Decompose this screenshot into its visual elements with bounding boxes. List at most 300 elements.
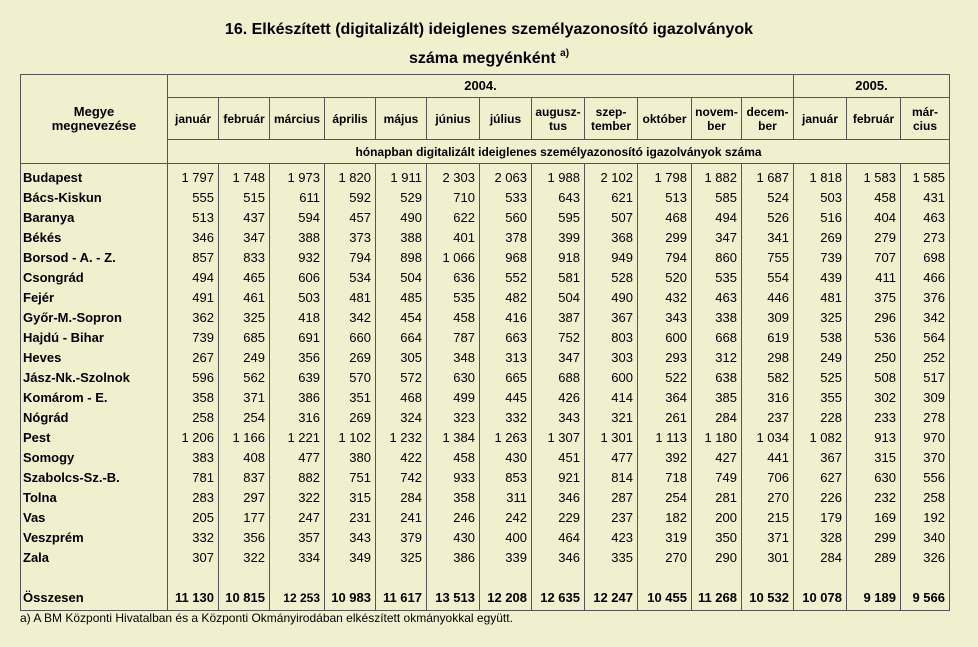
value-cell: 232 <box>847 488 901 508</box>
spacer-cell <box>638 568 692 586</box>
spacer-cell <box>427 568 480 586</box>
value-cell: 1 180 <box>692 428 742 448</box>
value-cell: 515 <box>219 188 270 208</box>
value-cell: 794 <box>638 248 692 268</box>
value-cell: 494 <box>692 208 742 228</box>
value-cell: 857 <box>168 248 219 268</box>
value-cell: 11 268 <box>692 586 742 611</box>
value-cell: 685 <box>219 328 270 348</box>
spacer-cell <box>480 568 532 586</box>
value-cell: 386 <box>427 548 480 568</box>
month-header <box>270 98 325 140</box>
title-line-2-text: száma megyénként <box>408 50 556 67</box>
month-header <box>794 98 847 140</box>
value-cell: 465 <box>219 268 270 288</box>
data-table <box>20 74 950 611</box>
county-name: Hajdú - Bihar <box>21 328 168 348</box>
title-line-2 <box>0 42 978 71</box>
table-row <box>21 328 950 348</box>
value-cell: 710 <box>427 188 480 208</box>
value-cell: 454 <box>376 308 427 328</box>
value-cell: 343 <box>532 408 585 428</box>
value-cell: 432 <box>638 288 692 308</box>
value-cell: 270 <box>638 548 692 568</box>
value-cell: 739 <box>168 328 219 348</box>
month-header-line: szep- <box>595 104 627 119</box>
value-cell: 1 206 <box>168 428 219 448</box>
value-cell: 1 102 <box>325 428 376 448</box>
value-cell: 643 <box>532 188 585 208</box>
value-cell: 328 <box>794 528 847 548</box>
county-name: Csongrád <box>21 268 168 288</box>
spacer-cell <box>794 568 847 586</box>
value-cell: 305 <box>376 348 427 368</box>
value-cell: 742 <box>376 468 427 488</box>
month-header-line: ber <box>707 118 726 133</box>
table-row <box>21 428 950 448</box>
value-cell: 387 <box>532 308 585 328</box>
month-header-line: október <box>642 111 687 126</box>
value-cell: 504 <box>376 268 427 288</box>
value-cell: 592 <box>325 188 376 208</box>
value-cell: 595 <box>532 208 585 228</box>
value-cell: 247 <box>270 508 325 528</box>
value-cell: 691 <box>270 328 325 348</box>
value-cell: 636 <box>427 268 480 288</box>
table-row <box>21 368 950 388</box>
value-cell: 192 <box>901 508 950 528</box>
value-cell: 414 <box>585 388 638 408</box>
value-cell: 932 <box>270 248 325 268</box>
value-cell: 516 <box>794 208 847 228</box>
table-row <box>21 548 950 568</box>
value-cell: 346 <box>532 488 585 508</box>
value-cell: 367 <box>794 448 847 468</box>
value-cell: 525 <box>794 368 847 388</box>
value-cell: 309 <box>742 308 794 328</box>
value-cell: 1 585 <box>901 164 950 189</box>
value-cell: 246 <box>427 508 480 528</box>
total-row <box>21 586 950 611</box>
value-cell: 503 <box>270 288 325 308</box>
county-name: Jász-Nk.-Szolnok <box>21 368 168 388</box>
value-cell: 347 <box>692 228 742 248</box>
value-cell: 535 <box>692 268 742 288</box>
value-cell: 356 <box>219 528 270 548</box>
value-cell: 427 <box>692 448 742 468</box>
value-cell: 464 <box>532 528 585 548</box>
value-cell: 258 <box>168 408 219 428</box>
value-cell: 332 <box>480 408 532 428</box>
value-cell: 520 <box>638 268 692 288</box>
value-cell: 499 <box>427 388 480 408</box>
month-header-line: novem- <box>695 104 738 119</box>
value-cell: 468 <box>376 388 427 408</box>
value-cell: 267 <box>168 348 219 368</box>
value-cell: 250 <box>847 348 901 368</box>
value-cell: 600 <box>638 328 692 348</box>
month-header-line: június <box>435 111 471 126</box>
value-cell: 933 <box>427 468 480 488</box>
value-cell: 200 <box>692 508 742 528</box>
value-cell: 11 617 <box>376 586 427 611</box>
value-cell: 534 <box>325 268 376 288</box>
value-cell: 582 <box>742 368 794 388</box>
value-cell: 1 820 <box>325 164 376 189</box>
value-cell: 853 <box>480 468 532 488</box>
value-cell: 513 <box>168 208 219 228</box>
county-name: Komárom - E. <box>21 388 168 408</box>
value-cell: 322 <box>270 488 325 508</box>
value-cell: 358 <box>427 488 480 508</box>
spacer-cell <box>219 568 270 586</box>
value-cell: 794 <box>325 248 376 268</box>
value-cell: 10 532 <box>742 586 794 611</box>
value-cell: 466 <box>901 268 950 288</box>
value-cell: 468 <box>638 208 692 228</box>
table-row <box>21 468 950 488</box>
value-cell: 10 455 <box>638 586 692 611</box>
value-cell: 522 <box>638 368 692 388</box>
spacer-cell <box>376 568 427 586</box>
value-cell: 585 <box>692 188 742 208</box>
value-cell: 535 <box>427 288 480 308</box>
value-cell: 375 <box>847 288 901 308</box>
value-cell: 347 <box>532 348 585 368</box>
value-cell: 507 <box>585 208 638 228</box>
title-footnote-marker: a) <box>560 48 570 59</box>
value-cell: 303 <box>585 348 638 368</box>
value-cell: 1 082 <box>794 428 847 448</box>
value-cell: 1 911 <box>376 164 427 189</box>
value-cell: 326 <box>901 548 950 568</box>
value-cell: 422 <box>376 448 427 468</box>
value-cell: 325 <box>376 548 427 568</box>
county-name: Budapest <box>21 164 168 189</box>
value-cell: 664 <box>376 328 427 348</box>
value-cell: 284 <box>692 408 742 428</box>
footnote: a) A BM Központi Hivatalban és a Központi Okmányirodában elkészített okmányokkal együtt. <box>20 611 513 625</box>
value-cell: 242 <box>480 508 532 528</box>
month-header <box>325 98 376 140</box>
month-header <box>532 98 585 140</box>
value-cell: 334 <box>270 548 325 568</box>
value-cell: 316 <box>270 408 325 428</box>
value-cell: 581 <box>532 268 585 288</box>
value-cell: 177 <box>219 508 270 528</box>
spacer-cell <box>742 568 794 586</box>
table-row <box>21 388 950 408</box>
value-cell: 441 <box>742 448 794 468</box>
month-header-line: április <box>332 111 368 126</box>
value-cell: 231 <box>325 508 376 528</box>
value-cell: 1 687 <box>742 164 794 189</box>
value-cell: 343 <box>325 528 376 548</box>
value-cell: 913 <box>847 428 901 448</box>
value-cell: 12 635 <box>532 586 585 611</box>
month-header-line: február <box>223 111 265 126</box>
table-row <box>21 508 950 528</box>
value-cell: 481 <box>794 288 847 308</box>
value-cell: 668 <box>692 328 742 348</box>
value-cell: 283 <box>168 488 219 508</box>
value-cell: 918 <box>532 248 585 268</box>
value-cell: 313 <box>480 348 532 368</box>
value-cell: 536 <box>847 328 901 348</box>
value-cell: 10 983 <box>325 586 376 611</box>
value-cell: 882 <box>270 468 325 488</box>
spacer-cell <box>270 568 325 586</box>
value-cell: 1 798 <box>638 164 692 189</box>
value-cell: 630 <box>427 368 480 388</box>
value-cell: 426 <box>532 388 585 408</box>
value-cell: 477 <box>585 448 638 468</box>
county-name: Heves <box>21 348 168 368</box>
value-cell: 781 <box>168 468 219 488</box>
table-title <box>0 18 978 71</box>
value-cell: 9 189 <box>847 586 901 611</box>
value-cell: 386 <box>270 388 325 408</box>
value-cell: 555 <box>168 188 219 208</box>
month-header <box>219 98 270 140</box>
county-name: Borsod - A. - Z. <box>21 248 168 268</box>
month-header-line: február <box>852 111 895 126</box>
value-cell: 12 247 <box>585 586 638 611</box>
value-cell: 554 <box>742 268 794 288</box>
table-row <box>21 228 950 248</box>
value-cell: 249 <box>219 348 270 368</box>
table-row <box>21 528 950 548</box>
value-cell: 287 <box>585 488 638 508</box>
value-cell: 388 <box>376 228 427 248</box>
value-cell: 293 <box>638 348 692 368</box>
value-cell: 215 <box>742 508 794 528</box>
value-cell: 1 034 <box>742 428 794 448</box>
value-cell: 1 882 <box>692 164 742 189</box>
value-cell: 706 <box>742 468 794 488</box>
value-cell: 342 <box>325 308 376 328</box>
table-row <box>21 208 950 228</box>
value-cell: 273 <box>901 228 950 248</box>
county-name: Tolna <box>21 488 168 508</box>
value-cell: 451 <box>532 448 585 468</box>
value-cell: 594 <box>270 208 325 228</box>
month-header <box>638 98 692 140</box>
county-name: Szabolcs-Sz.-B. <box>21 468 168 488</box>
value-cell: 371 <box>742 528 794 548</box>
value-cell: 490 <box>376 208 427 228</box>
value-cell: 338 <box>692 308 742 328</box>
spacer-cell <box>21 568 168 586</box>
value-cell: 388 <box>270 228 325 248</box>
value-cell: 319 <box>638 528 692 548</box>
year-header-2005: 2005. <box>794 75 950 98</box>
value-cell: 316 <box>742 388 794 408</box>
value-cell: 752 <box>532 328 585 348</box>
value-cell: 517 <box>901 368 950 388</box>
value-cell: 228 <box>794 408 847 428</box>
value-cell: 2 102 <box>585 164 638 189</box>
value-cell: 341 <box>742 228 794 248</box>
value-cell: 627 <box>794 468 847 488</box>
table-row <box>21 248 950 268</box>
value-cell: 205 <box>168 508 219 528</box>
value-cell: 332 <box>168 528 219 548</box>
value-cell: 233 <box>847 408 901 428</box>
value-cell: 481 <box>325 288 376 308</box>
month-header <box>742 98 794 140</box>
value-cell: 13 513 <box>427 586 480 611</box>
value-cell: 179 <box>794 508 847 528</box>
value-cell: 437 <box>219 208 270 228</box>
value-cell: 494 <box>168 268 219 288</box>
value-cell: 346 <box>168 228 219 248</box>
value-cell: 564 <box>901 328 950 348</box>
value-cell: 430 <box>480 448 532 468</box>
value-cell: 284 <box>794 548 847 568</box>
value-cell: 269 <box>794 228 847 248</box>
value-cell: 290 <box>692 548 742 568</box>
table-row <box>21 488 950 508</box>
value-cell: 490 <box>585 288 638 308</box>
value-cell: 312 <box>692 348 742 368</box>
value-cell: 1 066 <box>427 248 480 268</box>
value-cell: 457 <box>325 208 376 228</box>
value-cell: 570 <box>325 368 376 388</box>
value-cell: 401 <box>427 228 480 248</box>
value-cell: 665 <box>480 368 532 388</box>
value-cell: 342 <box>901 308 950 328</box>
value-cell: 383 <box>168 448 219 468</box>
value-cell: 10 078 <box>794 586 847 611</box>
value-cell: 458 <box>427 308 480 328</box>
value-cell: 898 <box>376 248 427 268</box>
value-cell: 323 <box>427 408 480 428</box>
value-cell: 630 <box>847 468 901 488</box>
value-cell: 1 113 <box>638 428 692 448</box>
sub-header: hónapban digitalizált ideiglenes személyazonosító igazolványok száma <box>168 140 950 164</box>
value-cell: 533 <box>480 188 532 208</box>
value-cell: 600 <box>585 368 638 388</box>
value-cell: 552 <box>480 268 532 288</box>
value-cell: 237 <box>742 408 794 428</box>
month-header-line: március <box>273 111 321 126</box>
month-header-line: cius <box>912 118 937 133</box>
value-cell: 860 <box>692 248 742 268</box>
megye-header <box>21 75 168 164</box>
value-cell: 348 <box>427 348 480 368</box>
value-cell: 833 <box>219 248 270 268</box>
county-name: Zala <box>21 548 168 568</box>
value-cell: 400 <box>480 528 532 548</box>
value-cell: 258 <box>901 488 950 508</box>
value-cell: 379 <box>376 528 427 548</box>
value-cell: 378 <box>480 228 532 248</box>
value-cell: 639 <box>270 368 325 388</box>
value-cell: 787 <box>427 328 480 348</box>
spacer-row <box>21 568 950 586</box>
value-cell: 968 <box>480 248 532 268</box>
value-cell: 12 253 <box>270 586 325 611</box>
value-cell: 269 <box>325 348 376 368</box>
month-header <box>901 98 950 140</box>
value-cell: 11 130 <box>168 586 219 611</box>
value-cell: 660 <box>325 328 376 348</box>
month-header <box>427 98 480 140</box>
value-cell: 9 566 <box>901 586 950 611</box>
value-cell: 1 384 <box>427 428 480 448</box>
county-name: Békés <box>21 228 168 248</box>
value-cell: 921 <box>532 468 585 488</box>
table-row <box>21 308 950 328</box>
value-cell: 1 797 <box>168 164 219 189</box>
value-cell: 278 <box>901 408 950 428</box>
value-cell: 1 748 <box>219 164 270 189</box>
value-cell: 322 <box>219 548 270 568</box>
value-cell: 491 <box>168 288 219 308</box>
value-cell: 1 221 <box>270 428 325 448</box>
county-name: Bács-Kiskun <box>21 188 168 208</box>
value-cell: 1 818 <box>794 164 847 189</box>
county-name: Nógrád <box>21 408 168 428</box>
value-cell: 556 <box>901 468 950 488</box>
value-cell: 367 <box>585 308 638 328</box>
value-cell: 663 <box>480 328 532 348</box>
title-line-1: 16. Elkészített (digitalizált) ideiglenes személyazonosító igazolványok <box>224 21 754 38</box>
value-cell: 2 303 <box>427 164 480 189</box>
value-cell: 298 <box>742 348 794 368</box>
value-cell: 364 <box>638 388 692 408</box>
value-cell: 538 <box>794 328 847 348</box>
spacer-cell <box>168 568 219 586</box>
value-cell: 949 <box>585 248 638 268</box>
value-cell: 524 <box>742 188 794 208</box>
table-row <box>21 188 950 208</box>
value-cell: 477 <box>270 448 325 468</box>
value-cell: 755 <box>742 248 794 268</box>
value-cell: 751 <box>325 468 376 488</box>
value-cell: 226 <box>794 488 847 508</box>
value-cell: 371 <box>219 388 270 408</box>
value-cell: 445 <box>480 388 532 408</box>
value-cell: 340 <box>901 528 950 548</box>
value-cell: 404 <box>847 208 901 228</box>
value-cell: 485 <box>376 288 427 308</box>
value-cell: 254 <box>638 488 692 508</box>
value-cell: 463 <box>901 208 950 228</box>
value-cell: 325 <box>219 308 270 328</box>
value-cell: 376 <box>901 288 950 308</box>
value-cell: 814 <box>585 468 638 488</box>
value-cell: 718 <box>638 468 692 488</box>
value-cell: 526 <box>742 208 794 228</box>
value-cell: 254 <box>219 408 270 428</box>
value-cell: 621 <box>585 188 638 208</box>
value-cell: 688 <box>532 368 585 388</box>
value-cell: 357 <box>270 528 325 548</box>
value-cell: 430 <box>427 528 480 548</box>
spacer-cell <box>532 568 585 586</box>
value-cell: 362 <box>168 308 219 328</box>
value-cell: 482 <box>480 288 532 308</box>
county-name: Fejér <box>21 288 168 308</box>
month-header <box>168 98 219 140</box>
value-cell: 503 <box>794 188 847 208</box>
table-body <box>21 164 950 611</box>
value-cell: 10 815 <box>219 586 270 611</box>
value-cell: 504 <box>532 288 585 308</box>
value-cell: 2 063 <box>480 164 532 189</box>
